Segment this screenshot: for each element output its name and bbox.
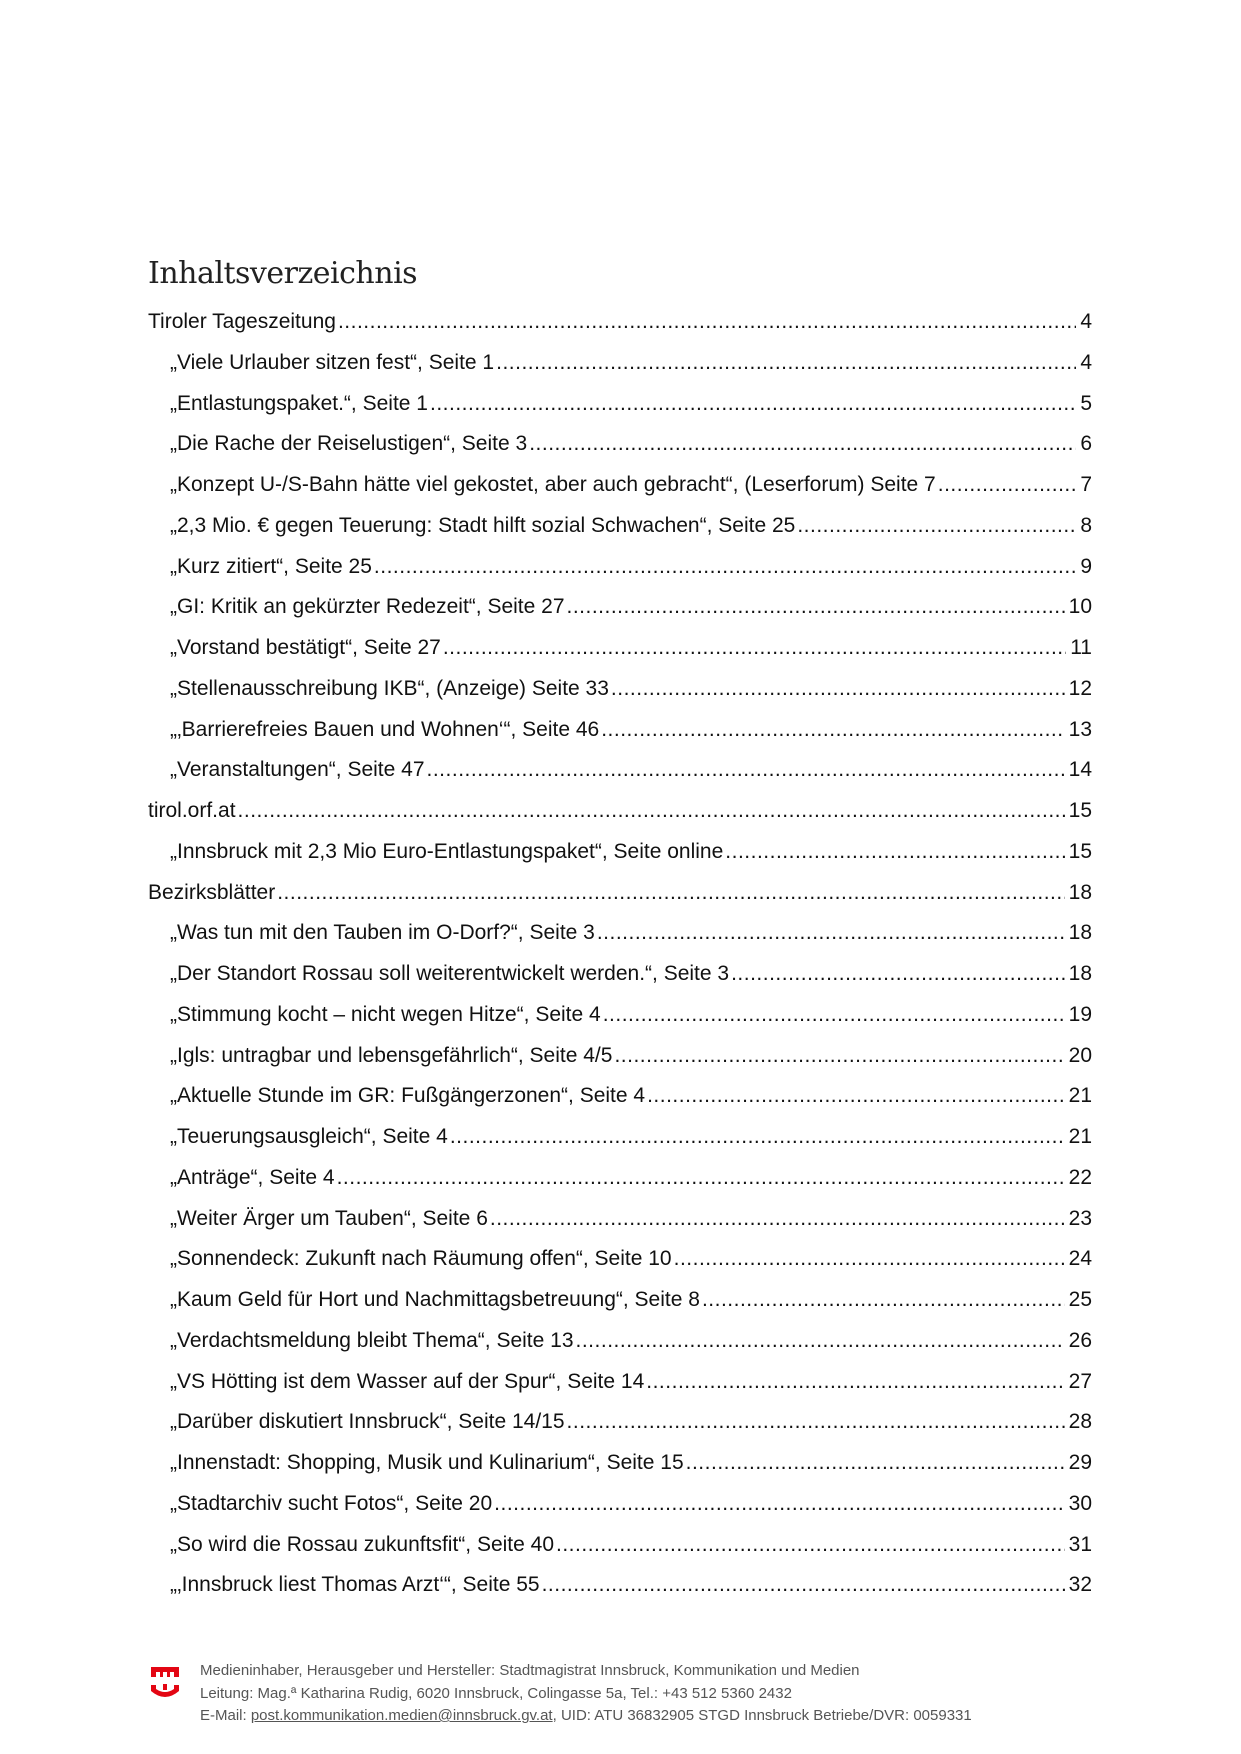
toc-section-entry[interactable]: [148, 306, 1092, 347]
dot-leader: [797, 510, 1076, 542]
dot-leader: [611, 673, 1065, 705]
toc-entry-label: Bezirksblätter: [148, 880, 276, 904]
toc-entry-label: „Kurz zitiert“, Seite 25: [170, 554, 372, 578]
toc-article-entry[interactable]: [148, 1203, 1092, 1244]
toc-entry-label: tirol.orf.at: [148, 799, 236, 822]
toc-article-entry[interactable]: [148, 836, 1092, 877]
toc-entry-label: „Entlastungspaket.“, Seite 1: [170, 391, 428, 415]
toc-entry-page: 5: [1080, 391, 1092, 415]
toc-entry-label: „Aktuelle Stunde im GR: Fußgängerzonen“, Seite 4: [170, 1084, 646, 1108]
toc-entry-page: 15: [1068, 799, 1092, 822]
toc-entry-label: „Kaum Geld für Hort und Nachmittagsbetreuung“, Seite 8: [170, 1288, 700, 1311]
dot-leader: [430, 388, 1076, 420]
toc-entry-page: 32: [1068, 1573, 1092, 1597]
dot-leader: [725, 836, 1064, 868]
toc-entry-label: „Konzept U-/S-Bahn hätte viel gekostet, aber auch gebracht“, (Leserforum) Seite 7: [170, 473, 936, 496]
dot-leader: [686, 1447, 1065, 1479]
dot-leader: [490, 1203, 1065, 1235]
dot-leader: [647, 1080, 1065, 1112]
toc-entry-page: 18: [1068, 962, 1092, 985]
footer-line-publisher: Medieninhaber, Herausgeber und Hersteller: Stadtmagistrat Innsbruck, Kommunikation und Medien: [200, 1662, 860, 1679]
toc-article-entry[interactable]: [148, 1447, 1092, 1488]
dot-leader: [443, 632, 1066, 664]
toc-entry-label: „2,3 Mio. € gegen Teuerung: Stadt hilft sozial Schwachen“, Seite 25: [170, 513, 796, 537]
toc-entry-label: „Die Rache der Reiselustigen“, Seite 3: [170, 432, 528, 456]
toc-article-entry[interactable]: [148, 917, 1092, 958]
toc-entry-page: 14: [1068, 758, 1092, 782]
toc-entry-label: „Stadtarchiv sucht Fotos“, Seite 20: [170, 1491, 493, 1515]
uid-text: , UID: ATU 36832905 STGD Innsbruck Betriebe/DVR: 0059331: [552, 1707, 972, 1724]
toc-entry-page: 21: [1068, 1125, 1092, 1148]
toc-entry-label: „‚Barrierefreies Bauen und Wohnen‘“, Seite 46: [170, 717, 600, 741]
toc-entry-page: 4: [1080, 350, 1092, 374]
dot-leader: [494, 1488, 1064, 1520]
toc-entry-label: Tiroler Tageszeitung: [148, 310, 336, 333]
dot-leader: [597, 917, 1065, 949]
toc-article-entry[interactable]: [148, 958, 1092, 999]
dot-leader: [542, 1569, 1065, 1601]
toc-entry-label: „Weiter Ärger um Tauben“, Seite 6: [170, 1206, 488, 1230]
toc-article-entry[interactable]: [148, 551, 1092, 592]
toc-article-entry[interactable]: [148, 510, 1092, 551]
toc-entry-page: 15: [1068, 839, 1092, 863]
toc-entry-label: „Stellenausschreibung IKB“, (Anzeige) Seite 33: [170, 676, 609, 700]
footer-line-contact: [200, 1705, 972, 1728]
dot-leader: [338, 306, 1076, 338]
dot-leader: [938, 469, 1077, 501]
toc-article-entry[interactable]: [148, 388, 1092, 429]
toc-article-entry[interactable]: [148, 1243, 1092, 1284]
toc-article-entry[interactable]: [148, 591, 1092, 632]
toc-entry-label: „So wird die Rossau zukunftsfit“, Seite 40: [170, 1532, 555, 1556]
dot-leader: [277, 877, 1064, 909]
toc-entry-page: 11: [1070, 636, 1092, 659]
toc-entry-page: 7: [1080, 473, 1092, 496]
toc-entry-page: 8: [1080, 513, 1092, 537]
toc-entry-page: 31: [1068, 1532, 1092, 1556]
toc-article-entry[interactable]: [148, 1325, 1092, 1366]
toc-entry-label: „‚Innsbruck liest Thomas Arzt‘“, Seite 55: [170, 1573, 540, 1597]
dot-leader: [238, 795, 1065, 827]
dot-leader: [702, 1284, 1065, 1316]
toc-entry-page: 29: [1068, 1451, 1092, 1474]
toc-entry-page: 9: [1080, 554, 1092, 578]
toc-entry-page: 20: [1068, 1043, 1092, 1067]
toc-article-entry[interactable]: [148, 673, 1092, 714]
toc-entry-page: 12: [1068, 676, 1092, 700]
toc-entry-page: 26: [1068, 1328, 1092, 1352]
dot-leader: [603, 999, 1065, 1031]
toc-entry-page: 13: [1068, 717, 1092, 741]
dot-leader: [674, 1243, 1065, 1275]
toc-article-entry[interactable]: [148, 1121, 1092, 1162]
toc-article-entry[interactable]: [148, 1488, 1092, 1529]
toc-entry-page: 30: [1068, 1491, 1092, 1515]
toc-entry-label: „Verdachtsmeldung bleibt Thema“, Seite 13: [170, 1328, 574, 1352]
dot-leader: [427, 754, 1065, 786]
dot-leader: [567, 1406, 1065, 1438]
toc-entry-page: 24: [1068, 1247, 1092, 1271]
toc-entry-page: 25: [1068, 1288, 1092, 1311]
toc-entry-label: „Was tun mit den Tauben im O-Dorf?“, Seite 3: [170, 921, 595, 945]
toc-entry-label: „Veranstaltungen“, Seite 47: [170, 758, 425, 782]
dot-leader: [529, 428, 1076, 460]
toc-entry-page: 27: [1068, 1369, 1092, 1393]
dot-leader: [374, 551, 1076, 583]
toc-entry-label: „Viele Urlauber sitzen fest“, Seite 1: [170, 350, 495, 374]
toc-entry-page: 23: [1068, 1206, 1092, 1230]
toc-entry-page: 18: [1068, 880, 1092, 904]
toc-article-entry[interactable]: [148, 714, 1092, 755]
toc-entry-label: „GI: Kritik an gekürzter Redezeit“, Seite 27: [170, 595, 565, 619]
dot-leader: [450, 1121, 1065, 1153]
dot-leader: [576, 1325, 1065, 1357]
email-label: E-Mail:: [200, 1707, 251, 1724]
toc-entry-label: „Innsbruck mit 2,3 Mio Euro-Entlastungspaket“, Seite online: [170, 839, 724, 863]
dot-leader: [731, 958, 1065, 990]
dot-leader: [646, 1366, 1064, 1398]
toc-article-entry[interactable]: [148, 632, 1092, 673]
toc-article-entry[interactable]: [148, 754, 1092, 795]
email-link[interactable]: post.kommunikation.medien@innsbruck.gv.at: [250, 1707, 553, 1724]
toc-article-entry[interactable]: [148, 1529, 1092, 1570]
dot-leader: [496, 347, 1076, 379]
toc-entry-page: 6: [1080, 432, 1092, 456]
toc-article-entry[interactable]: [148, 469, 1092, 510]
toc-entry-label: „Anträge“, Seite 4: [170, 1165, 335, 1189]
toc-entry-label: „Darüber diskutiert Innsbruck“, Seite 14/15: [170, 1410, 565, 1434]
innsbruck-logo-icon: [150, 1665, 180, 1705]
toc-section-entry[interactable]: [148, 877, 1092, 918]
toc-entry-page: 4: [1080, 310, 1092, 333]
toc-entry-label: „Stimmung kocht – nicht wegen Hitze“, Seite 4: [170, 1002, 601, 1026]
toc-article-entry[interactable]: [148, 999, 1092, 1040]
toc-entry-label: „VS Hötting ist dem Wasser auf der Spur“, Seite 14: [170, 1369, 645, 1393]
toc-article-entry[interactable]: [148, 1040, 1092, 1081]
dot-leader: [601, 714, 1064, 746]
toc-entry-label: „Der Standort Rossau soll weiterentwickelt werden.“, Seite 3: [170, 962, 730, 985]
toc-article-entry[interactable]: [148, 428, 1092, 469]
table-of-contents: [148, 306, 1092, 1610]
dot-leader: [337, 1162, 1065, 1194]
toc-article-entry[interactable]: [148, 1284, 1092, 1325]
toc-entry-label: „Sonnendeck: Zukunft nach Räumung offen“, Seite 10: [170, 1247, 672, 1271]
toc-entry-label: „Teuerungsausgleich“, Seite 4: [170, 1125, 448, 1148]
toc-article-entry[interactable]: [148, 1569, 1092, 1610]
dot-leader: [556, 1529, 1065, 1561]
toc-article-entry[interactable]: [148, 347, 1092, 388]
dot-leader: [614, 1040, 1064, 1072]
toc-entry-page: 19: [1068, 1002, 1092, 1026]
toc-article-entry[interactable]: [148, 1162, 1092, 1203]
toc-article-entry[interactable]: [148, 1080, 1092, 1121]
toc-article-entry[interactable]: [148, 1366, 1092, 1407]
page-title: Inhaltsverzeichnis: [148, 256, 418, 292]
footer-line-management: Leitung: Mag.ª Katharina Rudig, 6020 Innsbruck, Colingasse 5a, Tel.: +43 512 5360 2432: [200, 1684, 792, 1702]
toc-entry-label: „Vorstand bestätigt“, Seite 27: [170, 636, 441, 659]
toc-entry-page: 21: [1068, 1084, 1092, 1108]
toc-entry-label: „Igls: untragbar und lebensgefährlich“, Seite 4/5: [170, 1043, 613, 1067]
toc-entry-page: 22: [1068, 1165, 1092, 1189]
toc-entry-page: 18: [1068, 921, 1092, 945]
toc-entry-label: „Innenstadt: Shopping, Musik und Kulinarium“, Seite 15: [170, 1451, 684, 1474]
dot-leader: [567, 591, 1065, 623]
toc-entry-page: 10: [1068, 595, 1092, 619]
toc-entry-page: 28: [1068, 1410, 1092, 1434]
toc-section-entry[interactable]: [148, 795, 1092, 836]
toc-article-entry[interactable]: [148, 1406, 1092, 1447]
